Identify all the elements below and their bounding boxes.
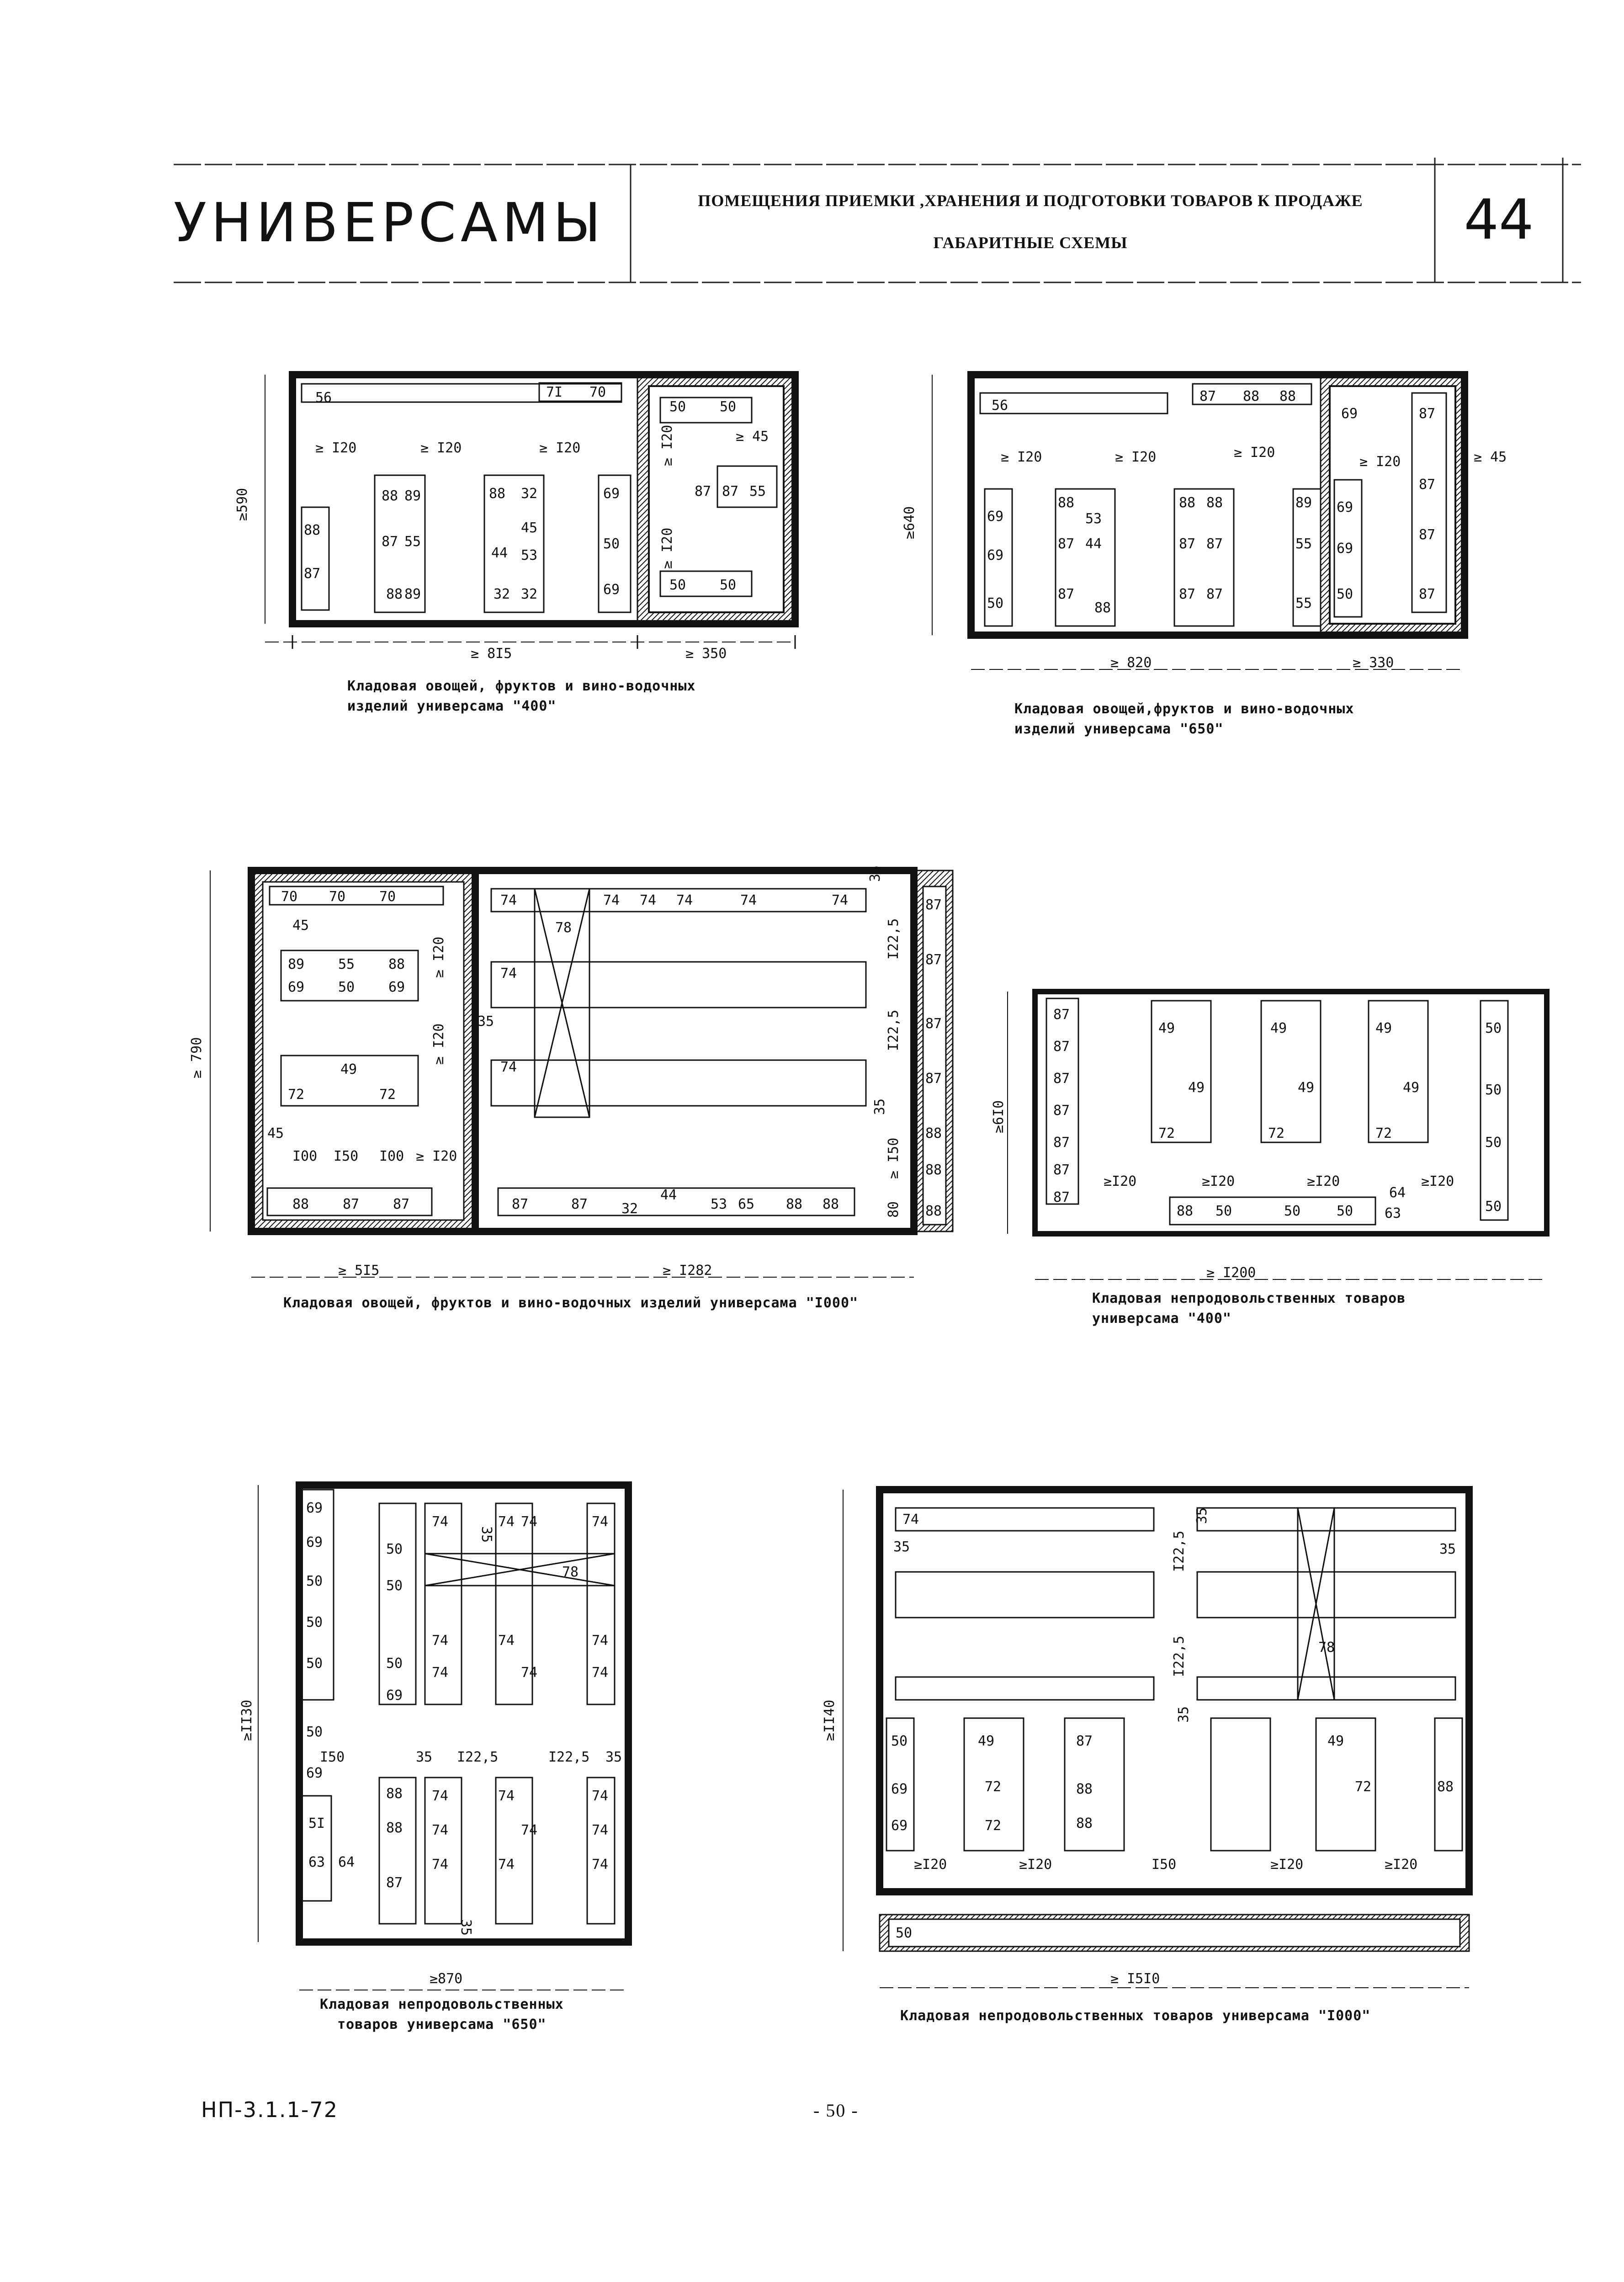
veg1000-label: 87 bbox=[343, 1196, 360, 1212]
veg650-label: 87 bbox=[1419, 477, 1436, 493]
veg1000-dim: ≥ I50 bbox=[886, 1137, 902, 1179]
nonfood400-label: 64 bbox=[1389, 1185, 1406, 1201]
veg1000-label: 88 bbox=[292, 1196, 309, 1212]
veg1000-label: 74 bbox=[640, 892, 657, 908]
nonfood400-label: 50 bbox=[1485, 1082, 1502, 1098]
veg400-label: 55 bbox=[404, 534, 421, 550]
caption-nonfood400: Кладовая непродовольственных товаров универсама "400" bbox=[1092, 1290, 1406, 1327]
nonfood400-label: 87 bbox=[1053, 1007, 1070, 1023]
veg1000-label: 88 bbox=[925, 1203, 942, 1219]
veg400-label: 87 bbox=[382, 534, 398, 550]
veg1000-label: 72 bbox=[288, 1087, 305, 1103]
veg400-dim: ≥ I20 bbox=[659, 425, 675, 466]
nonfood650-label: 74 bbox=[498, 1857, 515, 1873]
nonfood650-label: 69 bbox=[306, 1500, 323, 1516]
veg400-dim: ≥ I20 bbox=[659, 527, 675, 569]
veg400-dim: ≥ 45 bbox=[736, 429, 769, 445]
veg1000-dim: 45 bbox=[292, 918, 309, 934]
plan-veg400 bbox=[265, 375, 795, 649]
nonfood650-dim: ≥870 bbox=[430, 1971, 463, 1987]
veg650-label: 88 bbox=[1179, 495, 1196, 511]
veg1000-dim: 45 bbox=[267, 1125, 284, 1141]
veg1000-label: 87 bbox=[925, 952, 942, 968]
nonfood650-label: 50 bbox=[306, 1656, 323, 1672]
nonfood650-label: 50 bbox=[386, 1656, 403, 1672]
nonfood400-label: 72 bbox=[1268, 1125, 1285, 1141]
nonfood1000-label: 88 bbox=[1437, 1779, 1454, 1795]
veg1000-label: 69 bbox=[288, 979, 305, 995]
nonfood650-label: 63 bbox=[308, 1854, 325, 1870]
veg1000-label: 44 bbox=[660, 1187, 677, 1203]
veg650-label: 53 bbox=[1085, 511, 1102, 527]
veg1000-dim: I22,5 bbox=[886, 918, 902, 960]
nonfood1000-label: 50 bbox=[896, 1925, 913, 1941]
veg400-dim: ≥ I20 bbox=[315, 440, 357, 456]
nonfood650-dim: 35 bbox=[458, 1919, 474, 1936]
nonfood650-label: 74 bbox=[432, 1857, 449, 1873]
veg650-dim: ≥ I20 bbox=[1001, 449, 1042, 465]
veg1000-dim: 35 bbox=[867, 865, 883, 882]
veg1000-label: 88 bbox=[388, 956, 405, 972]
veg650-label: 50 bbox=[987, 595, 1004, 611]
nonfood650-label: 74 bbox=[432, 1788, 449, 1804]
section-subtitle-2: ГАБАРИТНЫЕ СХЕМЫ bbox=[933, 234, 1128, 252]
nonfood650-label: 50 bbox=[306, 1614, 323, 1630]
veg1000-dim: ≥ I20 bbox=[416, 1148, 457, 1164]
nonfood650-label: 5I bbox=[308, 1815, 325, 1831]
nonfood1000-dim: 35 bbox=[1439, 1541, 1456, 1557]
nonfood650-label: 74 bbox=[521, 1665, 538, 1681]
veg650-label: 88 bbox=[1206, 495, 1223, 511]
veg650-label: 69 bbox=[1341, 406, 1358, 422]
veg1000-label: 32 bbox=[621, 1201, 638, 1217]
nonfood650-dim: I22,5 bbox=[548, 1749, 590, 1765]
sheet-number: 44 bbox=[1464, 188, 1534, 252]
plan-nonfood1000 bbox=[843, 1490, 1469, 1988]
veg650-dim: ≥ 45 bbox=[1474, 449, 1507, 465]
veg400-dim: ≥ 8I5 bbox=[471, 646, 512, 662]
veg650-label: 87 bbox=[1058, 586, 1075, 602]
veg400-label: 50 bbox=[603, 536, 620, 552]
veg400-label: 87 bbox=[304, 566, 321, 582]
veg1000-label: 78 bbox=[555, 920, 572, 936]
veg1000-label: 55 bbox=[338, 956, 355, 972]
veg650-label: 55 bbox=[1295, 595, 1312, 611]
nonfood400-label: 50 bbox=[1337, 1203, 1353, 1219]
veg650-label: 87 bbox=[1179, 536, 1196, 552]
nonfood400-label: 87 bbox=[1053, 1162, 1070, 1178]
nonfood650-label: 74 bbox=[521, 1514, 538, 1530]
veg1000-dim: I00 bbox=[379, 1148, 404, 1164]
nonfood400-label: 49 bbox=[1298, 1080, 1315, 1096]
nonfood1000-dim: ≥ I5I0 bbox=[1110, 1971, 1160, 1987]
veg400-label: 69 bbox=[603, 582, 620, 598]
veg1000-label: 72 bbox=[379, 1087, 396, 1103]
veg1000-label: 50 bbox=[338, 979, 355, 995]
nonfood650-label: 74 bbox=[592, 1514, 609, 1530]
nonfood400-label: 87 bbox=[1053, 1103, 1070, 1119]
veg650-label: 69 bbox=[1337, 499, 1353, 515]
veg400-dim: ≥ I20 bbox=[539, 440, 581, 456]
veg1000-dim: ≥ I20 bbox=[431, 936, 447, 978]
nonfood1000-dim: I50 bbox=[1152, 1857, 1177, 1873]
nonfood400-label: 87 bbox=[1053, 1135, 1070, 1151]
nonfood1000-label: 87 bbox=[1076, 1733, 1093, 1749]
nonfood400-label: 72 bbox=[1158, 1125, 1175, 1141]
nonfood650-label: 74 bbox=[592, 1822, 609, 1838]
veg1000-label: 53 bbox=[711, 1196, 727, 1212]
nonfood650-label: 50 bbox=[306, 1573, 323, 1589]
nonfood1000-label: 72 bbox=[1355, 1779, 1372, 1795]
page-title: УНИВЕРСАМЫ bbox=[174, 191, 605, 254]
veg400-label: 88 bbox=[489, 486, 506, 502]
nonfood400-label: 87 bbox=[1053, 1039, 1070, 1055]
nonfood400-dim: ≥I20 bbox=[1202, 1173, 1235, 1189]
nonfood650-label: 74 bbox=[498, 1788, 515, 1804]
veg1000-dim: ≥ 790 bbox=[189, 1037, 205, 1078]
nonfood400-dim: ≥I20 bbox=[1421, 1173, 1454, 1189]
veg650-label: 88 bbox=[1279, 388, 1296, 404]
veg1000-label: 74 bbox=[500, 892, 517, 908]
veg400-label: 50 bbox=[720, 399, 737, 415]
veg1000-label: 70 bbox=[379, 889, 396, 905]
veg650-dim: ≥ I20 bbox=[1115, 449, 1157, 465]
veg1000-label: 70 bbox=[281, 889, 298, 905]
veg400-label: 88 bbox=[382, 488, 398, 504]
nonfood1000-label: 72 bbox=[985, 1779, 1002, 1795]
veg1000-label: 74 bbox=[676, 892, 693, 908]
veg650-label: 87 bbox=[1419, 406, 1436, 422]
nonfood650-label: 69 bbox=[306, 1765, 323, 1781]
nonfood1000-dim: 35 bbox=[1176, 1706, 1192, 1723]
veg400-label: 55 bbox=[749, 483, 766, 499]
nonfood1000-dim: ≥II40 bbox=[822, 1699, 838, 1741]
veg1000-label: 69 bbox=[388, 979, 405, 995]
veg1000-label: 70 bbox=[329, 889, 346, 905]
nonfood400-label: 87 bbox=[1053, 1189, 1070, 1205]
nonfood400-label: 49 bbox=[1158, 1020, 1175, 1036]
nonfood1000-label: 78 bbox=[1318, 1640, 1335, 1656]
veg400-label: 50 bbox=[669, 399, 686, 415]
veg1000-label: 88 bbox=[823, 1196, 839, 1212]
nonfood1000-dim: 35 bbox=[1194, 1507, 1210, 1524]
nonfood400-dim: ≥ I200 bbox=[1206, 1265, 1256, 1281]
nonfood1000-dim: ≥I20 bbox=[1019, 1857, 1052, 1873]
nonfood650-label: 88 bbox=[386, 1786, 403, 1802]
nonfood650-label: 88 bbox=[386, 1820, 403, 1836]
nonfood400-label: 49 bbox=[1375, 1020, 1392, 1036]
document-code: НП-3.1.1-72 bbox=[201, 2097, 338, 2122]
nonfood400-label: 88 bbox=[1177, 1203, 1194, 1219]
nonfood1000-label: 88 bbox=[1076, 1815, 1093, 1831]
caption-nonfood1000: Кладовая непродовольственных товаров универсама "I000" bbox=[900, 2008, 1371, 2024]
caption-veg400: Кладовая овощей, фруктов и вино-водочных изделий универсама "400" bbox=[347, 678, 696, 714]
veg650-label: 87 bbox=[1199, 388, 1216, 404]
nonfood650-dim: 35 bbox=[478, 1526, 494, 1543]
veg650-dim: ≥ 330 bbox=[1353, 655, 1394, 671]
veg650-label: 50 bbox=[1337, 586, 1353, 602]
veg1000-label: 74 bbox=[603, 892, 620, 908]
veg1000-dim: 35 bbox=[478, 1014, 494, 1030]
nonfood400-label: 49 bbox=[1270, 1020, 1287, 1036]
veg400-label: 70 bbox=[589, 384, 606, 400]
veg1000-label: 89 bbox=[288, 956, 305, 972]
nonfood1000-dim: I22,5 bbox=[1171, 1635, 1187, 1677]
veg1000-dim: ≥ I282 bbox=[663, 1263, 712, 1279]
nonfood400-label: 50 bbox=[1485, 1020, 1502, 1036]
veg1000-dim: I22,5 bbox=[886, 1009, 902, 1051]
caption-veg650: Кладовая овощей,фруктов и вино-водочных изделий универсама "650" bbox=[1014, 701, 1354, 737]
nonfood1000-dim: I22,5 bbox=[1171, 1530, 1187, 1572]
nonfood400-dim: ≥I20 bbox=[1307, 1173, 1340, 1189]
veg650-dim: ≥ I20 bbox=[1234, 445, 1275, 461]
veg1000-label: 88 bbox=[925, 1162, 942, 1178]
nonfood1000-label: 74 bbox=[902, 1512, 919, 1528]
veg650-label: 87 bbox=[1206, 586, 1223, 602]
veg400-label: 50 bbox=[669, 577, 686, 593]
nonfood650-label: 74 bbox=[592, 1857, 609, 1873]
nonfood650-label: 74 bbox=[498, 1633, 515, 1649]
veg400-label: 89 bbox=[404, 586, 421, 602]
nonfood650-dim: I22,5 bbox=[457, 1749, 499, 1765]
nonfood1000-label: 88 bbox=[1076, 1781, 1093, 1797]
nonfood650-label: 87 bbox=[386, 1875, 403, 1891]
veg400-label: 44 bbox=[491, 545, 508, 561]
nonfood650-label: 74 bbox=[432, 1633, 449, 1649]
plan-veg650 bbox=[932, 375, 1465, 669]
veg650-label: 55 bbox=[1295, 536, 1312, 552]
nonfood1000-dim: 35 bbox=[893, 1539, 910, 1555]
nonfood1000-label: 50 bbox=[891, 1733, 908, 1749]
veg400-label: 50 bbox=[720, 577, 737, 593]
nonfood1000-label: 49 bbox=[978, 1733, 995, 1749]
veg1000-dim: 35 bbox=[872, 1098, 888, 1115]
veg650-dim: ≥640 bbox=[902, 506, 918, 539]
nonfood1000-dim: ≥I20 bbox=[914, 1857, 947, 1873]
nonfood650-dim: 35 bbox=[605, 1749, 622, 1765]
nonfood400-label: 50 bbox=[1284, 1203, 1301, 1219]
nonfood650-label: 69 bbox=[306, 1534, 323, 1550]
nonfood650-label: 74 bbox=[592, 1788, 609, 1804]
veg650-label: 69 bbox=[1337, 541, 1353, 557]
nonfood400-label: 63 bbox=[1385, 1205, 1401, 1221]
veg1000-label: 87 bbox=[512, 1196, 529, 1212]
veg400-label: 69 bbox=[603, 486, 620, 502]
nonfood650-dim: ≥II30 bbox=[239, 1699, 255, 1741]
nonfood650-dim: I50 bbox=[320, 1749, 345, 1765]
veg650-label: 69 bbox=[987, 509, 1004, 525]
veg400-dim: ≥590 bbox=[234, 488, 250, 521]
veg1000-label: 49 bbox=[340, 1061, 357, 1077]
nonfood650-label: 78 bbox=[562, 1564, 579, 1580]
veg1000-label: 74 bbox=[832, 892, 849, 908]
nonfood1000-label: 72 bbox=[985, 1818, 1002, 1834]
nonfood650-label: 64 bbox=[338, 1854, 355, 1870]
veg1000-label: 87 bbox=[925, 1071, 942, 1087]
veg1000-label: 74 bbox=[500, 966, 517, 982]
veg650-label: 87 bbox=[1058, 536, 1075, 552]
veg650-label: 56 bbox=[992, 398, 1008, 414]
nonfood650-label: 74 bbox=[521, 1822, 538, 1838]
veg1000-label: 87 bbox=[393, 1196, 410, 1212]
veg1000-label: 87 bbox=[925, 897, 942, 913]
veg400-label: 32 bbox=[521, 486, 538, 502]
nonfood400-label: 50 bbox=[1215, 1203, 1232, 1219]
plan-veg1000 bbox=[210, 870, 953, 1277]
nonfood1000-dim: ≥I20 bbox=[1385, 1857, 1418, 1873]
veg650-label: 88 bbox=[1094, 600, 1111, 616]
nonfood400-label: 49 bbox=[1403, 1080, 1420, 1096]
veg1000-dim: ≥ I20 bbox=[431, 1023, 447, 1065]
caption-veg1000: Кладовая овощей, фруктов и вино-водочных изделий универсама "I000" bbox=[283, 1295, 859, 1311]
nonfood400-dim: ≥I20 bbox=[1104, 1173, 1137, 1189]
nonfood1000-label: 49 bbox=[1327, 1733, 1344, 1749]
veg1000-label: 74 bbox=[740, 892, 757, 908]
nonfood650-label: 50 bbox=[306, 1724, 323, 1740]
veg650-label: 87 bbox=[1206, 536, 1223, 552]
nonfood650-label: 50 bbox=[386, 1541, 403, 1557]
nonfood400-dim: ≥6I0 bbox=[991, 1100, 1007, 1133]
nonfood650-label: 74 bbox=[592, 1633, 609, 1649]
veg400-dim: ≥ 350 bbox=[685, 646, 727, 662]
veg400-label: 89 bbox=[404, 488, 421, 504]
veg400-label: 88 bbox=[304, 522, 321, 538]
veg1000-dim: I50 bbox=[334, 1148, 359, 1164]
veg650-label: 44 bbox=[1085, 536, 1102, 552]
veg650-label: 87 bbox=[1179, 586, 1196, 602]
veg1000-dim: I00 bbox=[292, 1148, 318, 1164]
nonfood650-label: 69 bbox=[386, 1688, 403, 1704]
veg1000-label: 65 bbox=[738, 1196, 755, 1212]
veg650-dim: ≥ I20 bbox=[1359, 454, 1401, 470]
veg650-label: 88 bbox=[1243, 388, 1260, 404]
veg650-label: 69 bbox=[987, 547, 1004, 563]
veg400-label: 56 bbox=[315, 390, 332, 406]
veg400-label: 7I bbox=[546, 384, 563, 400]
veg400-dim: ≥ I20 bbox=[420, 440, 462, 456]
nonfood650-label: 74 bbox=[432, 1514, 449, 1530]
veg650-label: 87 bbox=[1419, 586, 1436, 602]
veg400-label: 45 bbox=[521, 520, 538, 536]
veg400-label: 87 bbox=[695, 483, 711, 499]
veg1000-label: 74 bbox=[500, 1059, 517, 1075]
nonfood650-dim: 35 bbox=[416, 1749, 433, 1765]
veg1000-label: 87 bbox=[925, 1016, 942, 1032]
nonfood400-label: 50 bbox=[1485, 1199, 1502, 1215]
nonfood400-label: 72 bbox=[1375, 1125, 1392, 1141]
veg650-dim: ≥ 820 bbox=[1110, 655, 1152, 671]
veg1000-label: 88 bbox=[925, 1125, 942, 1141]
veg1000-dim: 80 bbox=[886, 1201, 902, 1218]
nonfood400-label: 87 bbox=[1053, 1071, 1070, 1087]
veg400-label: 32 bbox=[494, 586, 510, 602]
nonfood400-label: 49 bbox=[1188, 1080, 1205, 1096]
veg400-label: 53 bbox=[521, 547, 538, 563]
page-number: - 50 - bbox=[813, 2100, 859, 2121]
nonfood650-label: 74 bbox=[432, 1665, 449, 1681]
veg1000-label: 87 bbox=[571, 1196, 588, 1212]
veg1000-dim: ≥ 5I5 bbox=[338, 1263, 380, 1279]
nonfood1000-label: 69 bbox=[891, 1818, 908, 1834]
nonfood650-label: 74 bbox=[498, 1514, 515, 1530]
veg650-label: 89 bbox=[1295, 495, 1312, 511]
veg400-label: 32 bbox=[521, 586, 538, 602]
veg1000-label: 88 bbox=[786, 1196, 803, 1212]
nonfood1000-dim: ≥I20 bbox=[1270, 1857, 1304, 1873]
veg400-label: 88 bbox=[386, 586, 403, 602]
veg650-label: 88 bbox=[1058, 495, 1075, 511]
nonfood650-label: 74 bbox=[432, 1822, 449, 1838]
section-subtitle: ПОМЕЩЕНИЯ ПРИЕМКИ ,ХРАНЕНИЯ И ПОДГОТОВКИ ТОВАРОВ К ПРОДАЖЕ bbox=[698, 191, 1363, 210]
veg650-label: 87 bbox=[1419, 527, 1436, 543]
nonfood650-label: 74 bbox=[592, 1665, 609, 1681]
nonfood650-label: 50 bbox=[386, 1578, 403, 1594]
caption-nonfood650: Кладовая непродовольственных товаров универсама "650" bbox=[320, 1996, 564, 2033]
nonfood1000-label: 69 bbox=[891, 1781, 908, 1797]
veg400-label: 87 bbox=[722, 483, 739, 499]
nonfood400-label: 50 bbox=[1485, 1135, 1502, 1151]
